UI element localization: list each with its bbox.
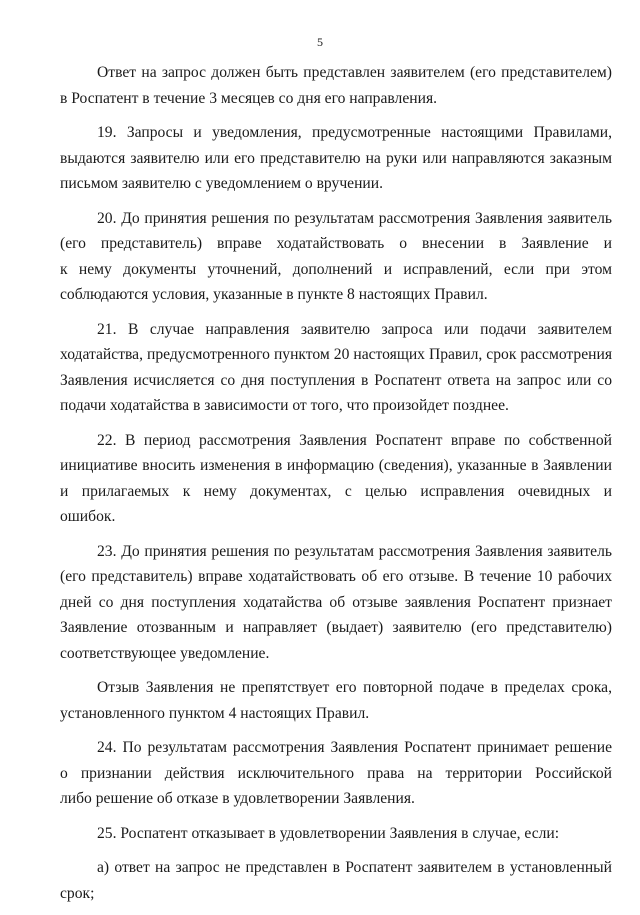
text-line: 20. До принятия решения по результатам рассмотрения Заявления заявитель	[97, 209, 612, 227]
text-line: 21. В случае направления заявителю запроса или подачи заявителем	[97, 320, 612, 338]
page-number: 5	[317, 35, 323, 49]
text-line: ходатайства, предусмотренного пунктом 20 настоящих Правил, срок рассмотрения	[60, 346, 612, 363]
text-line: Отзыв Заявления не препятствует его повторной подаче в пределах срока,	[97, 679, 612, 696]
paragraph-item-25-a	[60, 855, 612, 906]
text-line: инициативе вносить изменения в информацию (сведения), указанные в Заявлении	[60, 457, 612, 474]
text-line: установленного пунктом 4 настоящих Правил.	[60, 704, 370, 722]
text-line: 19. Запросы и уведомления, предусмотренные настоящими Правилами,	[97, 124, 612, 141]
text-line: к нему документы уточнений, дополнений и исправлений, если при этом	[60, 260, 612, 278]
text-line: и прилагаемых к нему документах, с целью исправления очевидных и	[60, 482, 612, 500]
paragraph-withdrawal-note	[60, 675, 612, 726]
text-line: Заявление отозванным и направляет (выдает) заявителю (его представителю)	[60, 619, 612, 636]
paragraph-item-23	[60, 539, 612, 667]
paragraph-item-19	[60, 120, 612, 197]
text-line: соблюдаются условия, указанные в пункте 8 настоящих Правил.	[60, 286, 488, 303]
paragraph-response-deadline	[60, 60, 612, 111]
text-line: ошибок.	[60, 508, 116, 525]
text-line: срок;	[60, 884, 95, 902]
paragraph-item-24	[60, 735, 612, 812]
text-line: 23. До принятия решения по результатам рассмотрения Заявления заявитель	[97, 542, 612, 560]
paragraph-item-25	[60, 821, 612, 847]
text-line: либо решение об отказе в удовлетворении Заявления.	[60, 790, 415, 807]
paragraph-item-21	[60, 317, 612, 419]
text-line: Заявления исчисляется со дня поступления в Роспатент ответа на запрос или со	[60, 371, 612, 389]
text-line: (его представитель) вправе ходатайствовать о внесении в Заявление и	[60, 235, 612, 252]
paragraph-item-22	[60, 428, 612, 530]
text-line: а) ответ на запрос не представлен в Роспатент заявителем в установленный	[97, 859, 612, 876]
text-line: 25. Роспатент отказывает в удовлетворении Заявления в случае, если:	[97, 824, 560, 842]
text-line: выдаются заявителю или его представителю на руки или направляются заказным	[60, 149, 612, 167]
text-line: соответствующее уведомление.	[60, 644, 270, 662]
text-line: в Роспатент в течение 3 месяцев со дня его направления.	[60, 89, 438, 107]
text-line: о признании действия исключительного права на территории Российской	[60, 764, 612, 782]
text-line: Ответ на запрос должен быть представлен заявителем (его представителем)	[97, 64, 612, 81]
text-line: 24. По результатам рассмотрения Заявления Роспатент принимает решение	[97, 739, 612, 756]
paragraph-item-20	[60, 206, 612, 308]
text-line: дней со дня поступления ходатайства об отзыве заявления Роспатент признает	[60, 593, 612, 611]
text-line: (его представитель) вправе ходатайствовать об его отзыве. В течение 10 рабочих	[60, 568, 612, 585]
text-line: письмом заявителю с уведомлением о вручении.	[60, 175, 384, 192]
text-line: подачи ходатайства в зависимости от того, что произойдет позднее.	[60, 397, 509, 414]
text-line: 22. В период рассмотрения Заявления Роспатент вправе по собственной	[97, 431, 612, 449]
document-body	[60, 60, 612, 915]
